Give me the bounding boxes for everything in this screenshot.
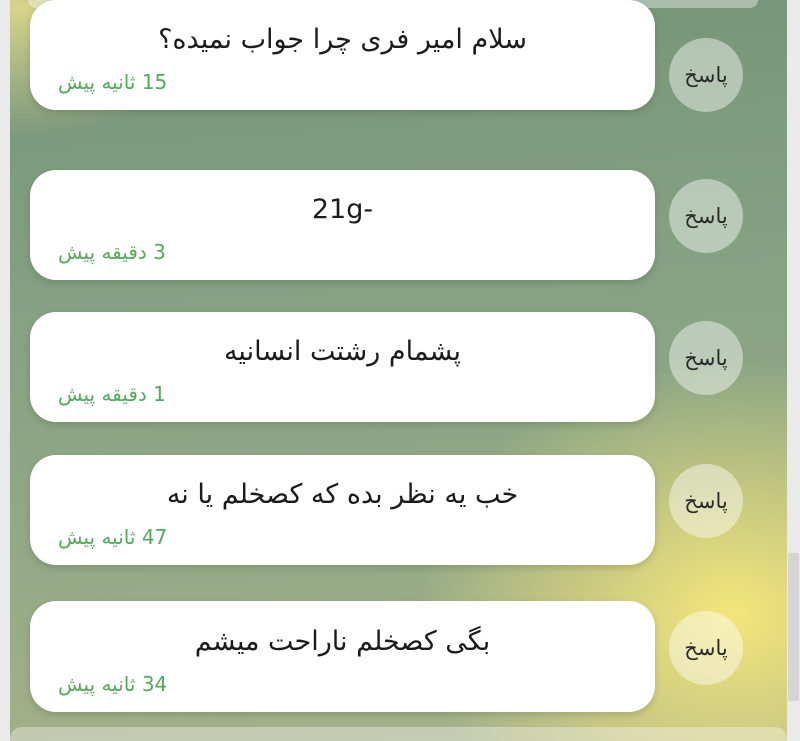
message-text: بگی کصخلم ناراحت میشم	[194, 625, 491, 657]
message-text: 21g-	[311, 194, 374, 226]
message-timestamp: 1 دقیقه پیش	[58, 382, 166, 406]
message-timestamp: 34 ثانیه پیش	[58, 672, 168, 696]
scrollbar-thumb[interactable]	[788, 553, 799, 701]
message-timestamp: 15 ثانیه پیش	[58, 70, 168, 94]
message-timestamp: 47 ثانیه پیش	[58, 525, 168, 549]
message-text: پشمام رشتت انسانیه	[223, 336, 462, 368]
message-card	[30, 455, 655, 565]
reply-button[interactable]: پاسخ	[669, 611, 743, 685]
left-window-edge	[0, 0, 10, 741]
message-card	[30, 601, 655, 712]
scrollbar-track[interactable]	[787, 0, 800, 741]
reply-button[interactable]: پاسخ	[669, 179, 743, 253]
message-card	[30, 312, 655, 422]
message-card	[30, 170, 655, 280]
reply-button[interactable]: پاسخ	[669, 38, 743, 112]
chat-background	[10, 0, 787, 741]
reply-button[interactable]: پاسخ	[669, 321, 743, 395]
reply-button[interactable]: پاسخ	[669, 464, 743, 538]
message-card	[30, 0, 655, 110]
message-timestamp: 3 دقیقه پیش	[58, 240, 166, 264]
message-text: سلام امیر فری چرا جواب نمیده؟	[158, 24, 527, 56]
message-text: خب یه نظر بده که کصخلم یا نه	[166, 479, 519, 511]
next-bar-edge	[10, 727, 787, 741]
